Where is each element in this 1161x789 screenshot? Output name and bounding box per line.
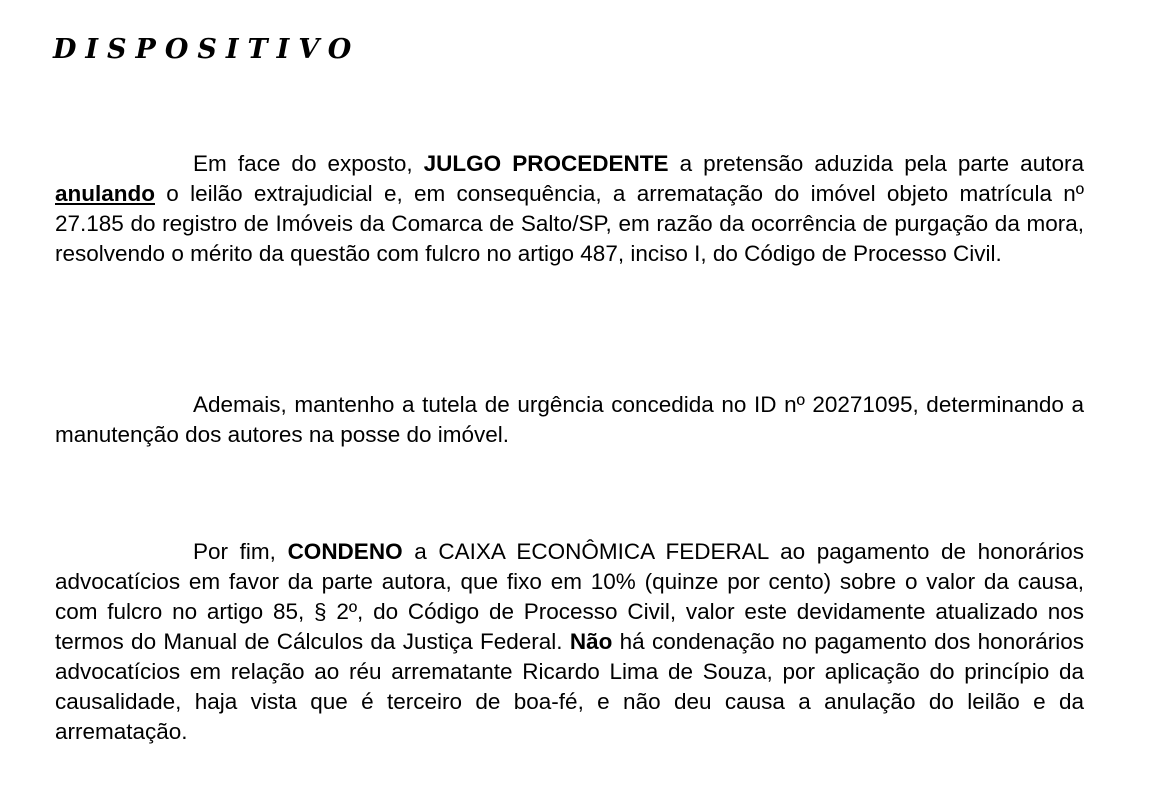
- text-run: Por fim,: [193, 539, 288, 564]
- text-run: há condenação no pagamento dos honorários advocatícios em relação ao réu arrematante Ricardo Lima de Souza, por aplicação do princípio da causalidade, haja vista que é terceiro de boa-fé, e não deu causa a anulação do leilão e da arrematação.: [55, 629, 1084, 744]
- text-run: Ademais, mantenho a tutela de urgência concedida no ID nº 20271095, determinando a manutenção dos autores na posse do imóvel.: [55, 392, 1084, 447]
- paragraph-judgment: [55, 149, 1084, 269]
- bold-text: CONDENO: [287, 539, 403, 564]
- text-run: a CAIXA ECONÔMICA FEDERAL ao pagamento de honorários advocatícios em favor da parte autora, que fixo em 10% (quinze por cento) sobre o valor da causa, com fulcro no artigo 85, § 2º, do Código de Processo Civil, valor este devidamente atualizado nos termos do Manual de Cálculos da Justiça Federal.: [55, 539, 1084, 654]
- bold-text: Não: [569, 629, 613, 654]
- bold-text: JULGO PROCEDENTE: [423, 151, 669, 176]
- paragraph-condemnation: [55, 537, 1084, 747]
- text-run: a pretensão aduzida pela parte autora: [668, 151, 1084, 176]
- text-run: o leilão extrajudicial e, em consequência, a arrematação do imóvel objeto matrícula nº 27.185 do registro de Imóveis da Comarca de Salto/SP, em razão da ocorrência de purgação da mora, resolvendo o mérito da questão com fulcro no artigo 487, inciso I, do Código de Processo Civil.: [55, 181, 1084, 266]
- bold-underlined-text: anulando: [55, 181, 155, 206]
- text-run: Em face do exposto,: [193, 151, 424, 176]
- paragraph-injunction: [55, 390, 1084, 450]
- section-heading: DISPOSITIVO: [53, 34, 361, 65]
